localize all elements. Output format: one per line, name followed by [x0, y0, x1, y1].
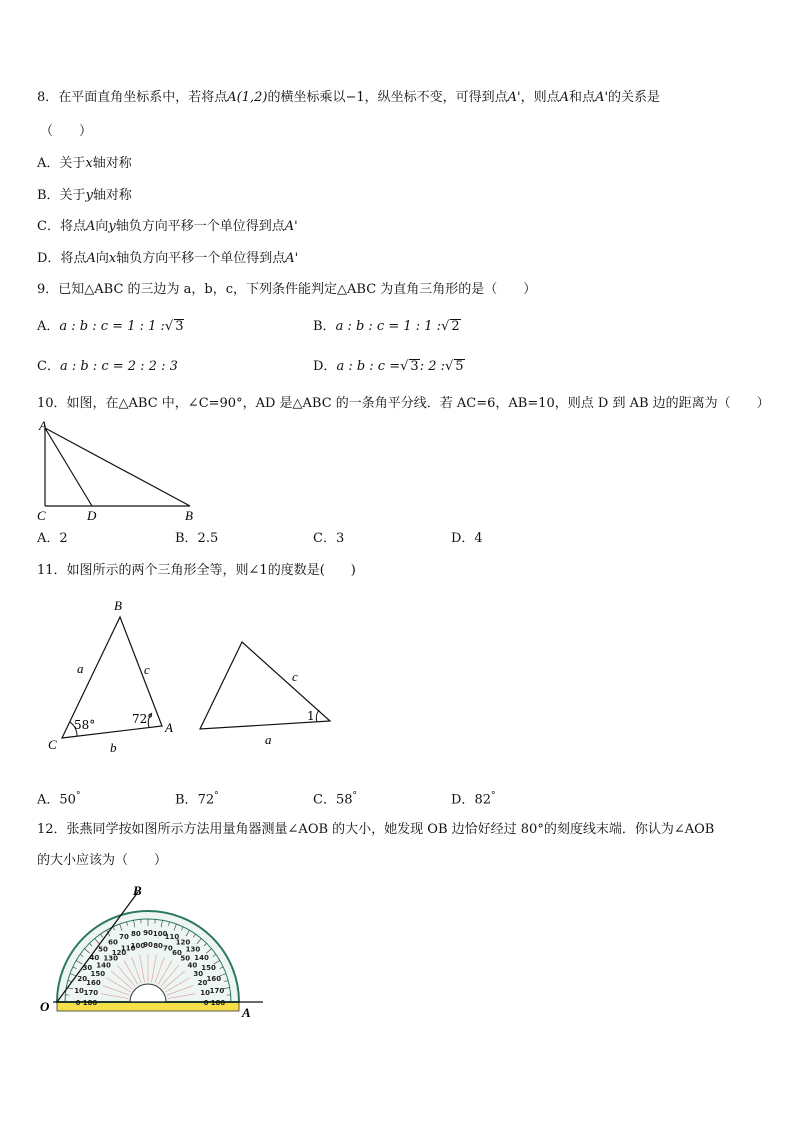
q8-stem [37, 89, 660, 107]
q8-option-c-var: y [108, 219, 116, 234]
protractor-scale-label: 140 [96, 961, 111, 970]
protractor-scale-label: 60 [172, 948, 182, 957]
q11-angle-1-arc [316, 710, 319, 722]
protractor-scale-label: 180 [82, 999, 98, 1007]
q8-stem-b: 的横坐标乘以−1，纵坐标不变，可得到点 [267, 90, 508, 105]
q10-stem: 10．如图，在△ABC 中，∠C=90°，AD 是△ABC 的一条角平分线．若 AC=6，AB=10，则点 D 到 AB 边的距离为（ ） [37, 396, 770, 411]
q11-option-a-degree: ° [75, 791, 81, 801]
q8-option-b[interactable] [37, 187, 132, 205]
protractor-scale-label: 160 [86, 979, 101, 988]
protractor-scale-label: 80 [153, 941, 163, 950]
q11-tri1-label-c: C [48, 737, 57, 752]
q8-option-d-var: x [108, 251, 117, 266]
protractor-scale-label: 140 [194, 954, 209, 963]
q12-label-o: O [40, 999, 50, 1014]
q8-paren: （ ） [40, 124, 93, 139]
q11-option-a-value: 50 [59, 792, 76, 808]
q11-stem: 11．如图所示的两个三角形全等，则∠1的度数是( ) [37, 563, 356, 578]
q10-bisector-ad [45, 428, 92, 506]
q8-option-d-var1: A [86, 251, 96, 266]
q8-option-b-pre: B．关于 [37, 188, 86, 203]
q9-option-b[interactable]: B．a : b : c = 1 : 1 :√ 2 [313, 319, 460, 334]
q8-option-c[interactable] [37, 218, 298, 236]
q9-option-d-root: 3 [410, 359, 419, 374]
q8-option-a[interactable] [37, 155, 132, 173]
protractor-scale-label: 180 [210, 999, 226, 1007]
q11-tri1-angle-c: 58° [74, 718, 96, 732]
q8-option-a-post: 轴对称 [92, 156, 132, 171]
protractor-scale-label: 10 [200, 988, 210, 997]
q10-label-a: A [39, 418, 47, 433]
protractor-scale-label: 70 [162, 944, 173, 953]
q10-option-d[interactable]: D．4 [451, 531, 483, 546]
q11-option-b-value: 72 [197, 792, 215, 808]
q11-tri2-side-a: a [265, 732, 272, 747]
q10-triangle-figure [35, 418, 205, 526]
q9-option-d-ratio: a : b : c = [336, 359, 401, 374]
q11-triangles-figure [40, 595, 340, 760]
q11-tri2-angle-1: 1 [307, 709, 315, 723]
q8-option-d-mid: 向 [95, 251, 109, 266]
q8-option-c-pre: C．将点 [37, 219, 86, 234]
q8-point-a: A [559, 90, 570, 105]
protractor-scale-label: 20 [77, 975, 88, 984]
q11-tri1-angle-a: 72° [132, 712, 154, 726]
q9-option-c[interactable] [37, 358, 178, 376]
protractor-scale-label: 10 [74, 986, 84, 995]
q11-option-b-label: B． [175, 792, 198, 808]
q12-stem-line2: 的大小应该为（ ） [37, 853, 168, 868]
protractor-scale-label: 130 [103, 954, 119, 963]
protractor-scale-label: 170 [83, 988, 99, 997]
protractor-scale-label: 20 [197, 979, 208, 988]
protractor-scale-label: 40 [187, 961, 198, 970]
q9-option-a[interactable]: A．a : b : c = 1 : 1 :√ 3 [37, 319, 184, 334]
q8-option-b-var: y [85, 188, 93, 203]
q11-option-d-degree: ° [490, 791, 496, 801]
protractor-scale-label: 90 [143, 941, 153, 949]
protractor-scale-label: 150 [90, 970, 106, 978]
protractor-scale-label: 150 [201, 964, 216, 972]
q12-stem-line1: 12．张燕同学按如图所示方法用量角器测量∠AOB 的大小，她发现 OB 边恰好经过 80°的刻度线末端．你认为∠AOB [37, 822, 715, 837]
q8-option-c-end: A' [284, 219, 298, 234]
q11-tri1-label-a: A [165, 720, 173, 735]
q9-option-a-ratio: a : b : c = 1 : 1 : [59, 319, 165, 334]
q11-option-c-label: C． [313, 792, 336, 808]
q11-option-b-degree: ° [214, 791, 219, 801]
q8-option-c-mid: 向 [95, 219, 109, 234]
q11-option-b[interactable] [175, 787, 219, 809]
protractor-scale-label: 0 [75, 999, 81, 1007]
q8-option-d[interactable] [37, 250, 298, 268]
q9-option-a-root: 3 [175, 319, 184, 334]
q9-option-d[interactable]: D．a : b : c =√ 3: 2 :√ 5 [313, 359, 464, 374]
q10-option-a[interactable]: A．2 [37, 531, 68, 546]
q11-tri1-side-c: c [144, 662, 150, 677]
protractor-scale-label: 50 [98, 945, 108, 954]
q10-label-c: C [37, 508, 46, 523]
q11-option-d[interactable] [451, 787, 495, 809]
q12-label-a: A [242, 1005, 251, 1020]
q10-label-b: B [185, 508, 193, 523]
q8-option-b-post: 轴对称 [92, 188, 132, 203]
q8-option-c-var1: A [85, 219, 96, 234]
q8-option-d-end: A' [285, 251, 299, 266]
q12-protractor-figure [35, 880, 275, 1020]
q8-point: A(1,2) [227, 90, 268, 105]
protractor-scale-label: 100 [152, 930, 168, 939]
protractor-scale-label: 110 [120, 944, 136, 953]
protractor-scale-label: 120 [175, 938, 191, 947]
q11-option-c-value: 58 [335, 792, 353, 808]
q11-tri1-side-b: b [110, 740, 117, 755]
q9-option-b-ratio: a : b : c = 1 : 1 : [335, 319, 442, 334]
q8-stem-d: 和点 [569, 90, 596, 105]
q11-tri1-side-a: a [77, 661, 84, 676]
q10-option-c[interactable]: C．3 [313, 531, 345, 546]
protractor-scale-label: 160 [206, 975, 222, 984]
q12-label-b: B [133, 883, 142, 898]
protractor-scale-label: 30 [193, 970, 204, 978]
protractor-scale-label: 30 [82, 964, 93, 972]
q11-tri1-label-b: B [114, 598, 122, 613]
q11-option-c-degree: ° [352, 791, 357, 801]
q8-option-c-post: 轴负方向平移一个单位得到点 [115, 219, 285, 234]
q9-option-a-label: A． [37, 319, 60, 334]
q8-option-d-post: 轴负方向平移一个单位得到点 [116, 251, 286, 266]
protractor-scale-label: 50 [180, 954, 191, 963]
q9-option-c-ratio: a : b : c = 2 : 2 : 3 [59, 359, 178, 374]
q9-option-d-ratio2: : 2 : [419, 359, 445, 374]
protractor-scale-label: 70 [119, 933, 129, 942]
q8-option-a-var: x [85, 156, 93, 171]
q11-tri2-side-c: c [292, 669, 298, 684]
q8-option-a-pre: A．关于 [37, 156, 86, 171]
q11-option-a[interactable] [37, 787, 80, 809]
protractor-scale-label: 80 [130, 930, 141, 939]
q8-a-prime: A' [507, 90, 521, 105]
q8-stem-a: 8．在平面直角坐标系中，若将点 [37, 90, 228, 105]
q9-option-c-label: C． [37, 359, 60, 374]
q9-option-b-root: 2 [451, 319, 460, 334]
q10-label-d: D [87, 508, 97, 523]
q9-option-d-label: D． [313, 359, 337, 374]
q9-stem: 9．已知△ABC 的三边为 a，b，c，下列条件能判定△ABC 为直角三角形的是（ ） [37, 282, 537, 297]
q8-option-d-pre: D．将点 [37, 251, 87, 266]
q8-stem-e: 的关系是 [608, 90, 661, 105]
protractor-scale-label: 100 [130, 941, 146, 950]
protractor-scale-label: 120 [111, 948, 127, 957]
protractor-scale-label: 110 [164, 933, 180, 942]
protractor-scale-label: 40 [89, 954, 100, 963]
q11-option-d-label: D． [451, 792, 475, 808]
protractor-scale-label: 90 [143, 929, 153, 937]
q9-option-d-root2: 5 [455, 359, 464, 374]
protractor-scale-label: 170 [209, 986, 225, 995]
protractor-scale-label: 0 [203, 999, 209, 1007]
q9-option-b-label: B． [313, 319, 336, 334]
q11-option-c[interactable] [313, 787, 357, 809]
protractor-scale-label: 130 [185, 945, 201, 954]
q10-side-ab [45, 428, 190, 506]
protractor-scale-label: 60 [108, 938, 118, 947]
q11-option-a-label: A． [37, 792, 60, 808]
q8-point-a2: A' [595, 90, 609, 105]
q11-option-d-value: 82 [474, 792, 491, 808]
q10-option-b[interactable]: B．2.5 [175, 531, 219, 546]
q8-stem-c: ，则点 [520, 90, 560, 105]
